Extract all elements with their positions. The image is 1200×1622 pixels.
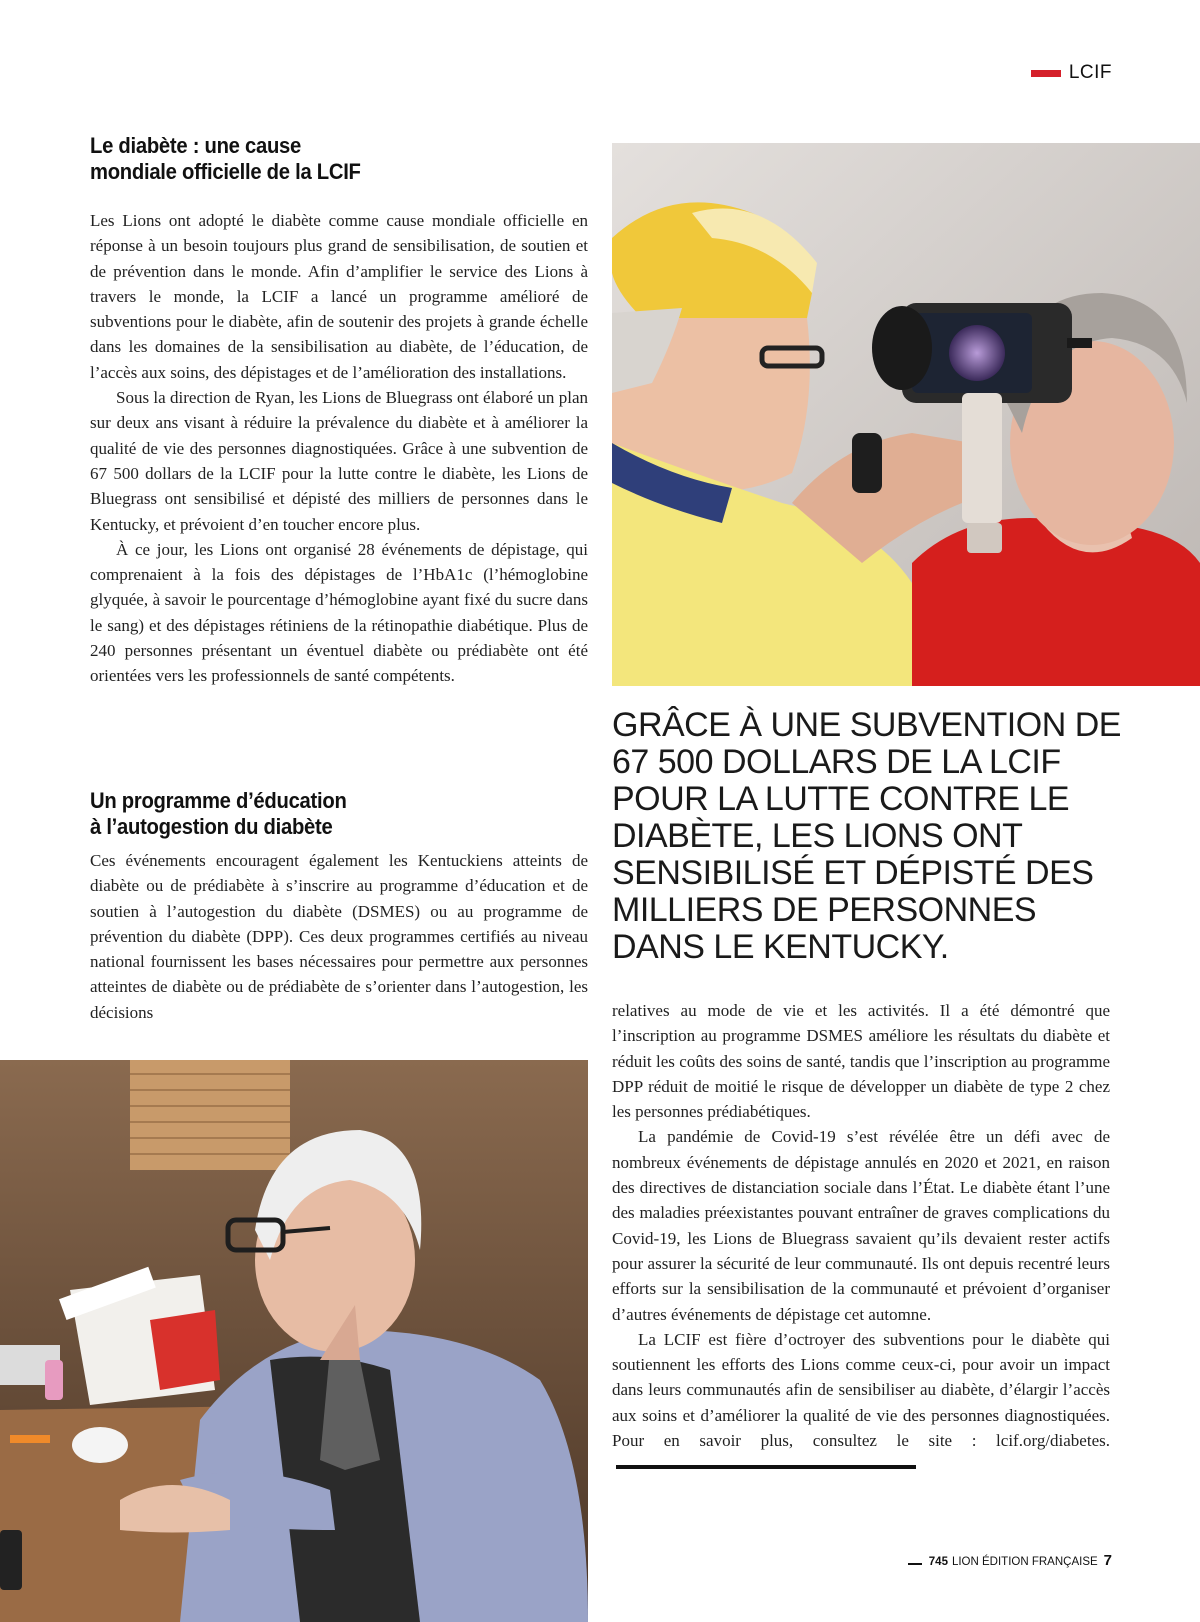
section1-body — [90, 208, 588, 689]
section2-heading-line2: à l’autogestion du diabète — [90, 814, 333, 839]
section2-heading — [90, 788, 588, 840]
section-tag — [1031, 62, 1112, 84]
section1-heading-line2: mondiale officielle de la LCIF — [90, 159, 361, 184]
section1-paragraph: Sous la direction de Ryan, les Lions de Bluegrass ont élaboré un plan sur deux ans visant à réduire la prévalence du diabète et à améliorer la qualité de vie des personnes diagnostiquées. Grâce à une subvention de 67 500 dollars de la LCIF pour la lutte contre le diabète, les Lions de Bluegrass ont sensibilisé et dépisté des milliers de personnes dans le Kentucky, et prévoient d’en toucher encore plus. — [90, 388, 588, 534]
section1-heading-line1: Le diabète : une cause — [90, 133, 302, 158]
right-paragraph-final-text: La LCIF est fière d’octroyer des subventions pour le diabète qui soutiennent les efforts des Lions comme ceux-ci, pour avoir un impact dans leurs communautés afin de sensibiliser au diabète, d’élargir l’accès aux soins et d’améliorer la qualité de vie des personnes diagnostiquées. Pour en savoir plus, consultez le site : lcif.org/diabetes. — [612, 1329, 1110, 1451]
section-label: LCIF — [1068, 62, 1112, 83]
right-paragraph: relatives au mode de vie et les activités. Il a été démontré que l’inscription au programme DSMES améliore les résultats du diabète et réduit les coûts des soins de santé, tandis que l’inscription au programme DPP réduit de moitié le risque de développer un diabète de type 2 chez les personnes prédiabétiques. — [612, 1001, 1110, 1122]
section2-heading-line1: Un programme d’éducation — [90, 788, 347, 813]
right-paragraph-final — [612, 1327, 1110, 1479]
section2-paragraph: Ces événements encouragent également les Kentuckiens atteints de diabète ou de prédiabète à s’inscrire au programme d’éducation et de soutien à l’autogestion du diabète (DSMES) ou au programme de prévention du diabète (DPP). Ces deux programmes certifiés au niveau national fournissent les bases nécessaires pour permettre aux personnes atteintes de diabète ou de prédiabète de s’orienter dans l’autogestion, les décisions — [90, 851, 588, 1022]
blood-sugar-testing-photo — [0, 1060, 588, 1622]
section1-paragraph: Les Lions ont adopté le diabète comme cause mondiale officielle en réponse à un besoin toujours plus grand de sensibilisation, de soutien et de prévention dans le monde. Afin d’amplifier le service des Lions à travers le monde, la LCIF a lancé un programme amélioré de subventions pour le diabète, afin de soutenir des projets à grande échelle dans les domaines de la sensibilisation au diabète, de l’éducation, de l’accès aux soins, des dépistages et de l’amélioration des installations. — [90, 211, 588, 382]
end-of-article-rule — [616, 1465, 916, 1469]
footer-dash — [908, 1563, 922, 1565]
publication-name: LION ÉDITION FRANÇAISE — [951, 1556, 1098, 1568]
retinal-screening-photo — [612, 143, 1200, 686]
right-column-body — [612, 998, 1110, 1479]
right-paragraph: La pandémie de Covid-19 s’est révélée être un défi avec de nombreux événements de dépistage annulés en 2020 et 2021, en raison des directives de distanciation sociale dans l’État. Le diabète étant l’une des maladies préexistantes pouvant entraîner de graves complications du Covid-19, les Lions de Bluegrass savaient qu’ils devaient rester actifs pour assurer la sécurité de leur communauté. Ils ont depuis recentré leurs efforts sur la sensibilisation de la communauté et prévoient d’organiser d’autres événements de dépistage cet automne. — [612, 1127, 1110, 1324]
section1-paragraph: À ce jour, les Lions ont organisé 28 événements de dépistage, qui comprenaient à la fois des dépistages de l’HbA1c (l’hémoglobine glyquée, à savoir le pourcentage d’hémoglobine ayant fixé du sucre dans le sang) et des dépistages rétiniens de la rétinopathie diabétique. Plus de 240 personnes présentant un éventuel diabète ou prédiabète ont été orientées vers les professionnels de santé compétents. — [90, 539, 588, 686]
page-number: 7 — [1103, 1552, 1112, 1569]
section2-body — [90, 848, 588, 1025]
issue-number: 745 — [928, 1556, 948, 1568]
section-accent-bar — [1031, 70, 1061, 77]
pull-quote: GRÂCE À UNE SUBVENTION DE 67 500 DOLLARS DE LA LCIF POUR LA LUTTE CONTRE LE DIABÈTE, LES LIONS ONT SENSIBILISÉ ET DÉPISTÉ DES MILLIERS DE PERSONNES DANS LE KENTUCKY. — [612, 706, 1121, 966]
page-footer — [908, 1552, 1112, 1569]
section1-heading — [90, 133, 588, 185]
